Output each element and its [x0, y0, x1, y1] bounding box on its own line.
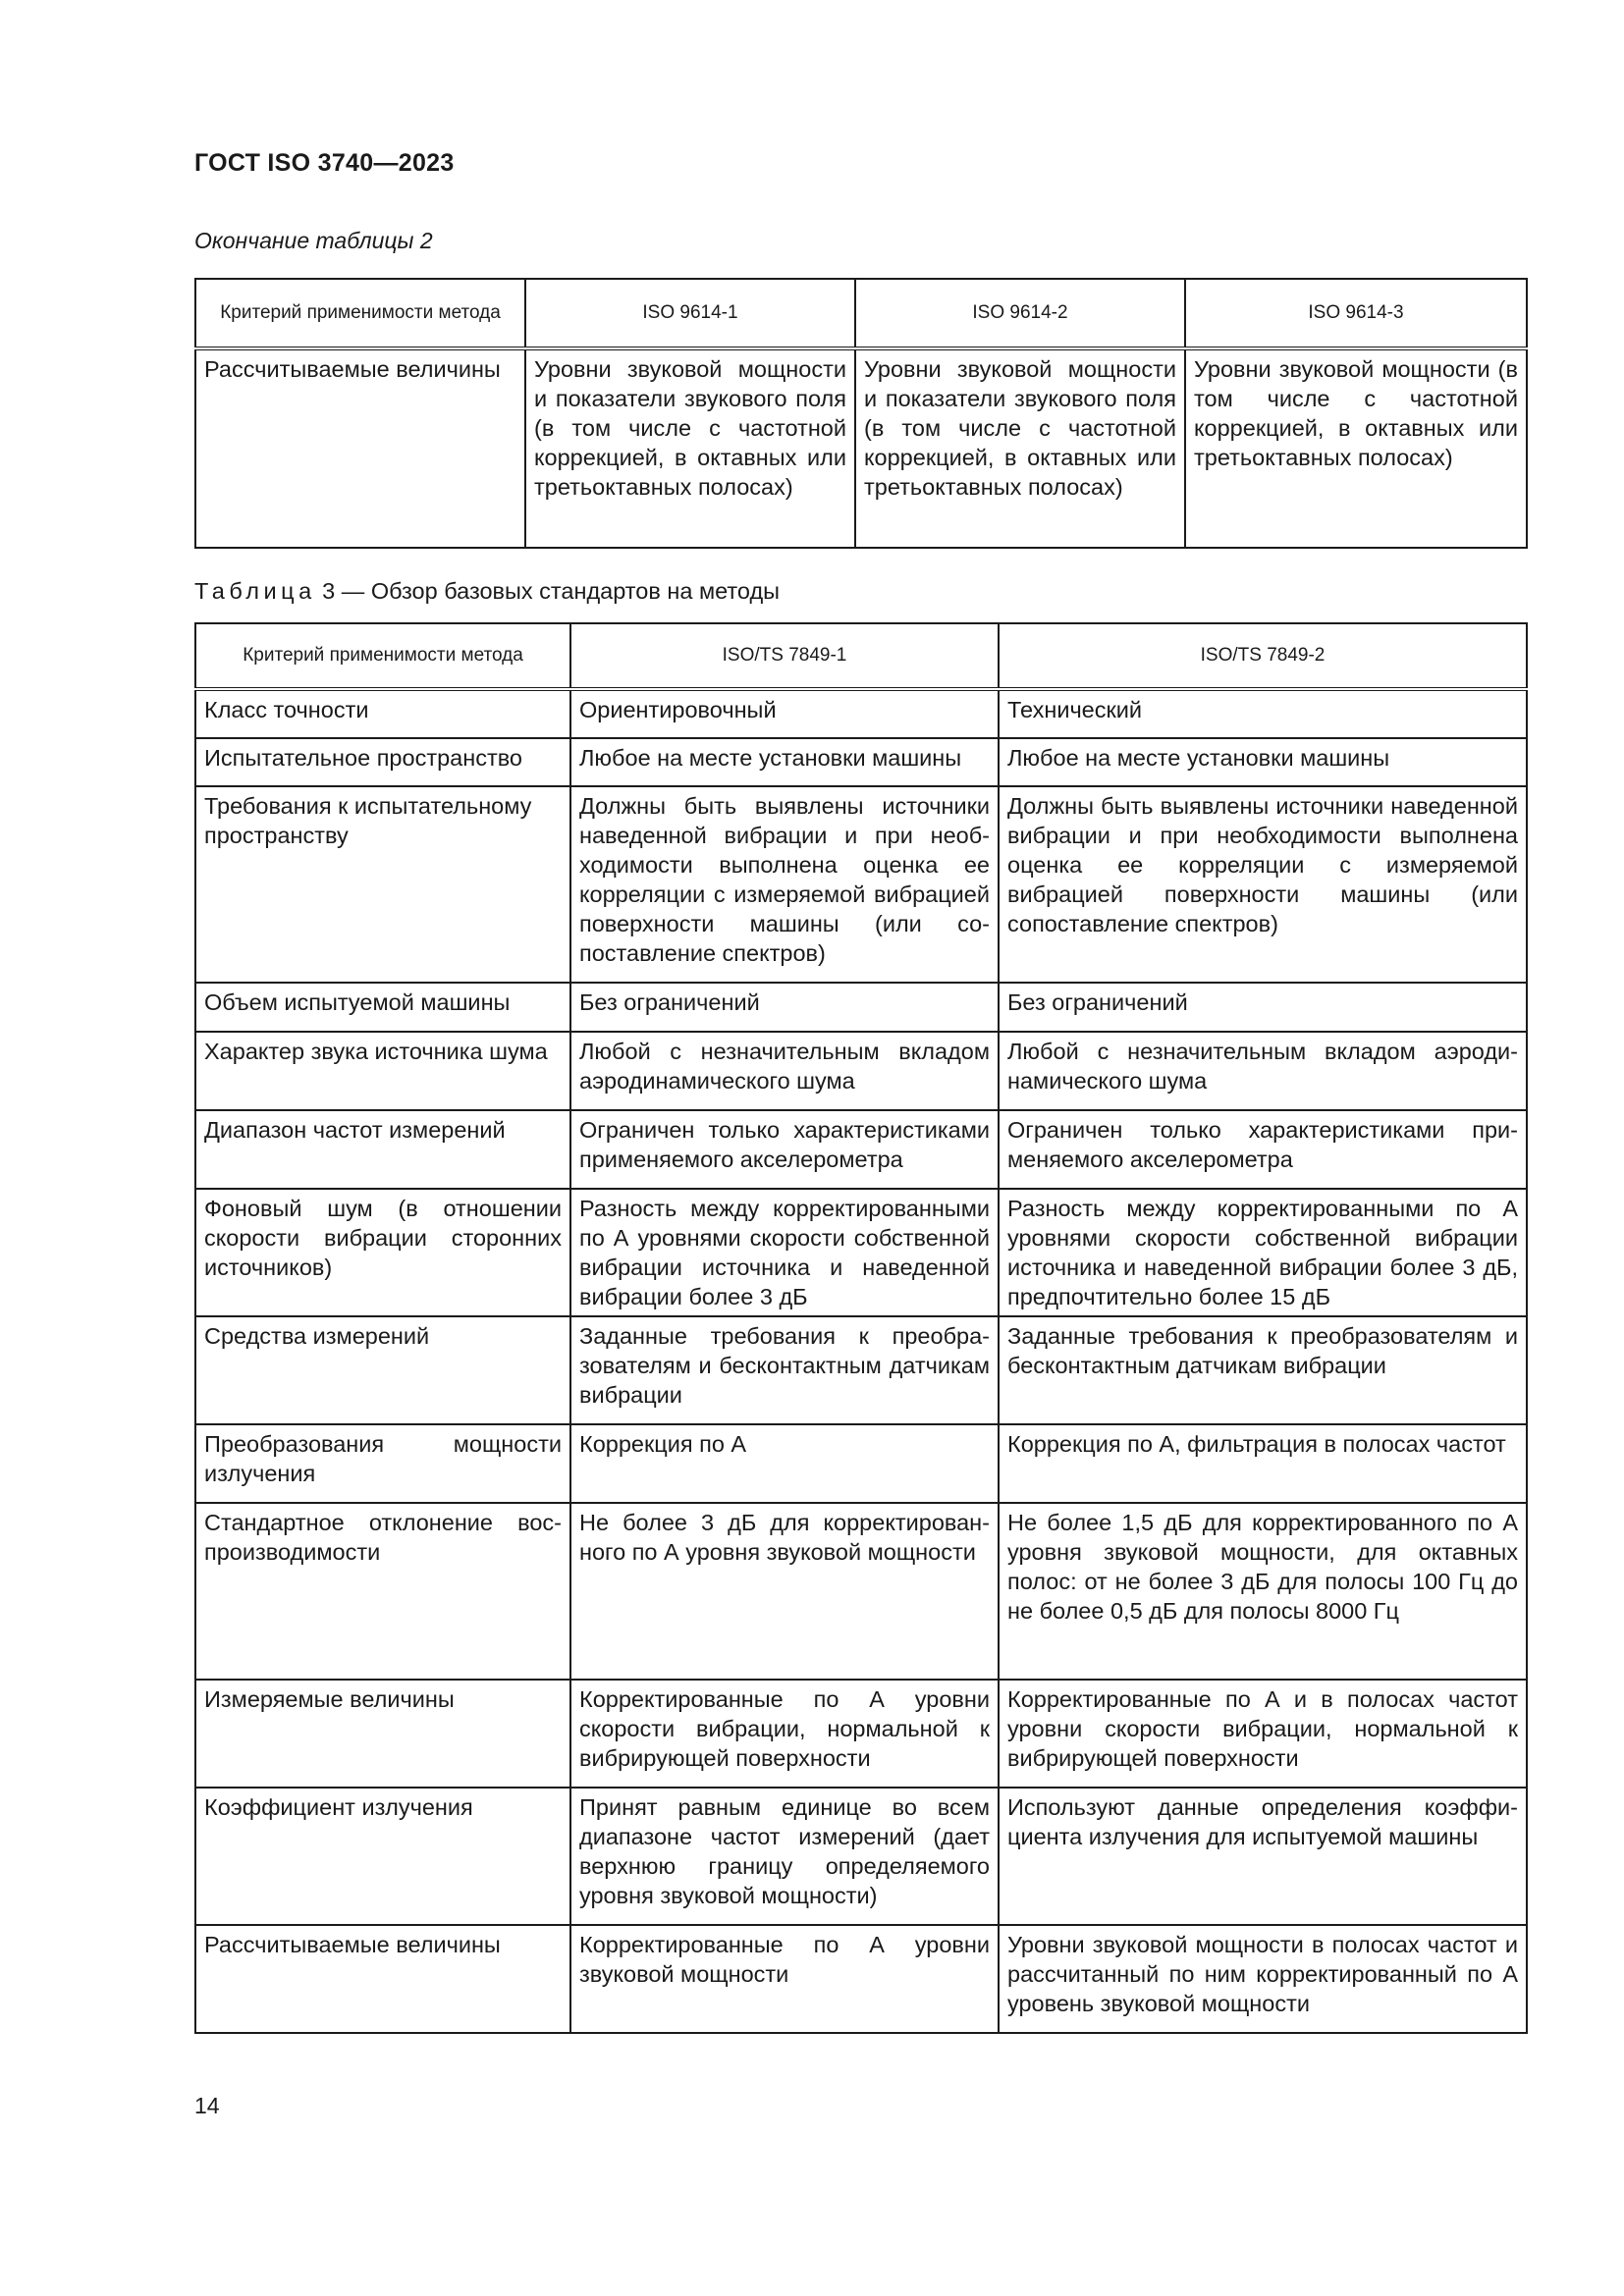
table-cell: Ограничен только характеристиками применяемого акселерометра	[999, 1110, 1527, 1189]
table-cell: Ориентировочный	[570, 689, 999, 738]
table-cell: Уровни звуковой мощности и показатели звукового поля (в том числе с частотной коррекцией, в октавных или третьоктавных полосах)	[525, 348, 855, 548]
table-cell: Средства измерений	[195, 1316, 570, 1424]
table-header-cell: ISO 9614-1	[525, 279, 855, 348]
table-cell: Разность между корректированными по А уровнями скорости собственной вибрации источника и наведенной вибрации более 3 дБ	[570, 1189, 999, 1316]
table-cell: Требования к испытательному пространству	[195, 786, 570, 983]
table-cell: Диапазон частот измерений	[195, 1110, 570, 1189]
table-cell: Характер звука источника шума	[195, 1032, 570, 1110]
table-row	[195, 689, 1527, 738]
table-row	[195, 1032, 1527, 1110]
table-cell: Рассчитываемые величины	[195, 1925, 570, 2033]
table-header-cell: Критерий применимости метода	[195, 623, 570, 689]
table-cell: Любой с незначительным вкладом аэродинамического шума	[999, 1032, 1527, 1110]
table-row	[195, 1110, 1527, 1189]
table-cell: Заданные требования к преобразователям и бесконтактным датчикам вибрации	[570, 1316, 999, 1424]
table-cell: Любое на месте установки машины	[570, 738, 999, 786]
table-row	[195, 786, 1527, 983]
table-cell: Технический	[999, 689, 1527, 738]
table-header-cell: ISO/TS 7849-1	[570, 623, 999, 689]
table-cell: Преобразования мощности излучения	[195, 1424, 570, 1503]
table3-caption-label: Таблица	[194, 578, 316, 604]
table-row	[195, 1680, 1527, 1788]
table-cell: Коэффициент излучения	[195, 1788, 570, 1925]
table-3	[194, 622, 1528, 2034]
table-row	[195, 1925, 1527, 2033]
table-header-cell: ISO/TS 7849-2	[999, 623, 1527, 689]
table-cell: Корректированные по А уровни звуковой мощности	[570, 1925, 999, 2033]
table-cell: Принят равным единице во всем диапазоне частот измерений (дает верхнюю границу определяемого уровня звуковой мощности)	[570, 1788, 999, 1925]
table-row	[195, 348, 1527, 548]
table-cell: Стандартное отклонение воспроизводимости	[195, 1503, 570, 1680]
table-cell: Корректированные по А и в полосах частот уровни скорости вибрации, нормальной к вибрирующей поверхности	[999, 1680, 1527, 1788]
table-cell: Без ограничений	[570, 983, 999, 1032]
table-cell: Испытательное пространство	[195, 738, 570, 786]
table-cell: Разность между корректированными по А уровнями скорости собственной вибрации источника и наведенной вибрации более 3 дБ, предпочтительно более 15 дБ	[999, 1189, 1527, 1316]
table-cell: Измеряемые величины	[195, 1680, 570, 1788]
table-cell: Рассчитываемые величины	[195, 348, 525, 548]
table-cell: Заданные требования к преобразователям и бесконтактным датчикам вибрации	[999, 1316, 1527, 1424]
table-cell: Объем испытуемой машины	[195, 983, 570, 1032]
table-cell: Корректированные по А уровни скорости вибрации, нормальной к вибрирующей поверхности	[570, 1680, 999, 1788]
table-header-cell: Критерий применимости метода	[195, 279, 525, 348]
table-cell: Любой с незначительным вкладом аэродинамического шума	[570, 1032, 999, 1110]
table-cell: Любое на месте установки машины	[999, 738, 1527, 786]
document-header: ГОСТ ISO 3740—2023	[194, 149, 455, 177]
table-row	[195, 1424, 1527, 1503]
table-row	[195, 1316, 1527, 1424]
table-header-cell: ISO 9614-3	[1185, 279, 1527, 348]
table-row	[195, 1189, 1527, 1316]
table-cell: Не более 3 дБ для корректированного по А уровня звуковой мощности	[570, 1503, 999, 1680]
table-cell: Уровни звуковой мощности (в том числе с частотной коррекцией, в октавных или третьоктавных полосах)	[1185, 348, 1527, 548]
table-cell: Без ограничений	[999, 983, 1527, 1032]
table-cell: Коррекция по А, фильтрация в полосах частот	[999, 1424, 1527, 1503]
table-header-cell: ISO 9614-2	[855, 279, 1185, 348]
table3-caption-text: 3 — Обзор базовых стандартов на методы	[315, 578, 781, 604]
table-header-row	[195, 623, 1527, 689]
page-number: 14	[194, 2093, 220, 2118]
table-cell: Должны быть выявлены источники наведенной вибрации и при необходимости выполнена оценка ее корреляции с измеряемой вибрацией поверхности машины (или сопоставление спектров)	[999, 786, 1527, 983]
table-cell: Используют данные определения коэффициента излучения для испытуемой машины	[999, 1788, 1527, 1925]
table-cell: Коррекция по А	[570, 1424, 999, 1503]
table-row	[195, 738, 1527, 786]
table-header-row	[195, 279, 1527, 348]
table-cell: Уровни звуковой мощности и показатели звукового поля (в том числе с частотной коррекцией, в октавных или третьоктавных полосах)	[855, 348, 1185, 548]
table2-continuation-label: Окончание таблицы 2	[194, 228, 433, 253]
table3-caption	[194, 578, 780, 605]
table-cell: Класс точности	[195, 689, 570, 738]
table-2	[194, 278, 1528, 549]
table-row	[195, 1503, 1527, 1680]
table-cell: Уровни звуковой мощности в полосах частот и рассчитанный по ним корректированный по А уровень звуковой мощности	[999, 1925, 1527, 2033]
table-row	[195, 983, 1527, 1032]
table-cell: Ограничен только характеристиками применяемого акселерометра	[570, 1110, 999, 1189]
table-row	[195, 1788, 1527, 1925]
table-cell: Фоновый шум (в отношении скорости вибрации сторонних источников)	[195, 1189, 570, 1316]
table-cell: Должны быть выявлены источники наведенной вибрации и при необходимости выполнена оценка ее корреляции с измеряемой вибрацией поверхности машины (или сопоставление спектров)	[570, 786, 999, 983]
table-cell: Не более 1,5 дБ для корректированного по А уровня звуковой мощности, для октавных полос: от не более 3 дБ для полосы 100 Гц до не более 0,5 дБ для полосы 8000 Гц	[999, 1503, 1527, 1680]
